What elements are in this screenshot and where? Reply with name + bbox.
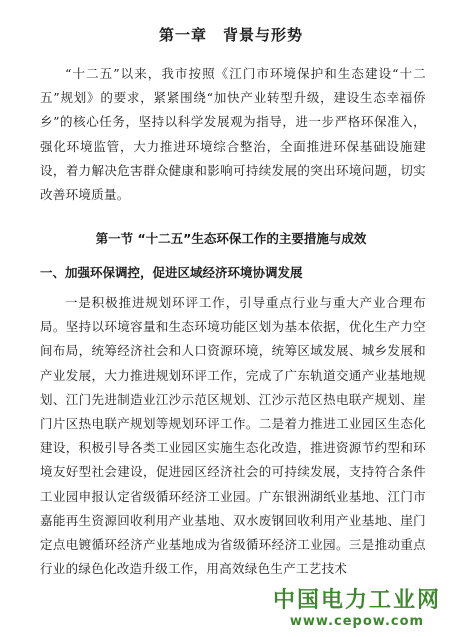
subsection-title: 一、加强环保调控，促进区域经济环境协调发展	[40, 265, 303, 280]
intro-paragraph: “十二五”以来，我市按照《江门市环境保护和生态建设“十二五”规划》的要求，紧紧围绕“加快产业转型升级，建设生态幸福侨乡”的核心任务，坚持以科学发展观为指导，进一步严格环保准入，强化环境监管，大力推进环境综合整治，全面推进环保基础设施建设，着力解决危害群众健康和影响可持续发展的突出环境问题，切实改善环境质量。	[40, 66, 426, 203]
site-watermark	[262, 588, 452, 629]
body-paragraph: 一是积极推进规划环评工作，引导重点行业与重大产业合理布局。坚持以环境容量和生态环境功能区划为基本依据，优化生产力空间布局，统筹经济社会和人口资源环境，统筹区域发展、城乡发展和产业发展，大力推进规划环评工作，完成了广东轨道交通产业基地规划、江门先进制造业江沙示范区规划、江沙示范区热电联产规划、崖门片区热电联产规划等规划环评工作。二是着力推进工业园区生态化建设，积极引导各类工业园区实施生态化改造，推进资源节约型和环境友好型社会建设，促进园区经济社会的可持续发展，支持符合条件工业园申报认定省级循环经济工业园。广东银洲湖纸业基地、江门市嘉能再生资源回收利用产业基地、双水废钢回收利用产业基地、崖门定点电镀循环经济产业基地成为省级循环经济工业园。三是推动重点行业的绿色化改造升级工作，用高效绿色生产工艺技术	[40, 295, 426, 577]
watermark-title: 中国电力工业网	[272, 588, 441, 613]
section-title: 第一节 “十二五”生态环保工作的主要措施与成效	[95, 231, 367, 246]
watermark-url: www.cepow.com	[289, 614, 425, 629]
chapter-title: 第一章 背景与形势	[158, 26, 303, 44]
